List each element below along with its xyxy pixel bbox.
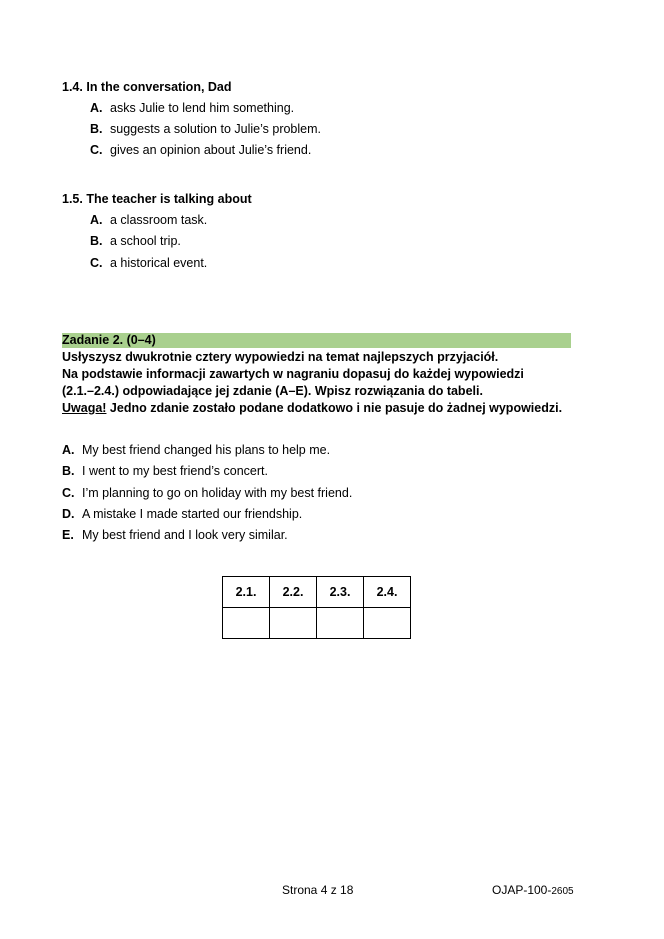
instruction-line: Na podstawie informacji zawartych w nagraniu dopasuj do każdej wypowiedzi: [62, 367, 524, 381]
option-1-4-a[interactable]: [90, 101, 294, 115]
exam-code-main: OJAP-100-: [492, 883, 552, 897]
instruction-line: (2.1.–2.4.) odpowiadające jej zdanie (A–E). Wpisz rozwiązania do tabeli.: [62, 384, 483, 398]
option-letter: C.: [90, 256, 103, 270]
option-text: a classroom task.: [110, 213, 208, 227]
answer-table: [222, 576, 411, 639]
instruction-warning: [62, 400, 562, 417]
option-letter: B.: [90, 234, 103, 248]
option-1-4-c[interactable]: [90, 143, 311, 157]
task-2-header: Zadanie 2. (0–4): [62, 333, 571, 348]
option-text: asks Julie to lend him something.: [110, 101, 295, 115]
option-2-c[interactable]: [62, 486, 352, 500]
answer-cell-2-1[interactable]: [223, 608, 270, 639]
task-2-instructions: [62, 349, 562, 417]
option-letter: A.: [62, 443, 75, 457]
answer-table-header-row: [223, 577, 411, 608]
question-text: The teacher is talking about: [86, 192, 252, 206]
option-text: I went to my best friend’s concert.: [82, 464, 268, 478]
option-text: a historical event.: [110, 256, 208, 270]
option-1-5-b[interactable]: [90, 234, 181, 248]
answer-cell-2-4[interactable]: [364, 608, 411, 639]
option-text: My best friend changed his plans to help me.: [82, 443, 331, 457]
option-1-4-b[interactable]: [90, 122, 321, 136]
option-letter: A.: [90, 213, 103, 227]
option-letter: B.: [90, 122, 103, 136]
exam-code-suffix: 2605: [551, 886, 574, 897]
option-letter: B.: [62, 464, 75, 478]
option-2-b[interactable]: [62, 464, 268, 478]
warning-label: Uwaga!: [62, 401, 107, 415]
option-text: gives an opinion about Julie’s friend.: [110, 143, 312, 157]
answer-header-2-3: 2.3.: [317, 577, 364, 608]
question-1-5-stem: [62, 192, 252, 206]
option-letter: D.: [62, 507, 75, 521]
answer-header-2-2: 2.2.: [270, 577, 317, 608]
question-1-4-stem: [62, 80, 232, 94]
option-text: a school trip.: [110, 234, 181, 248]
option-letter: A.: [90, 101, 103, 115]
option-2-a[interactable]: [62, 443, 330, 457]
option-letter: C.: [90, 143, 103, 157]
option-letter: C.: [62, 486, 75, 500]
answer-header-2-4: 2.4.: [364, 577, 411, 608]
option-2-e[interactable]: [62, 528, 288, 542]
question-number: 1.4.: [62, 80, 83, 94]
question-number: 1.5.: [62, 192, 83, 206]
option-1-5-a[interactable]: [90, 213, 207, 227]
option-text: A mistake I made started our friendship.: [82, 507, 303, 521]
answer-cell-2-2[interactable]: [270, 608, 317, 639]
exam-code: [492, 883, 574, 897]
option-text: suggests a solution to Julie’s problem.: [110, 122, 321, 136]
option-2-d[interactable]: [62, 507, 302, 521]
option-text: I’m planning to go on holiday with my best friend.: [82, 486, 353, 500]
instruction-line: Usłyszysz dwukrotnie cztery wypowiedzi na temat najlepszych przyjaciół.: [62, 350, 499, 364]
option-1-5-c[interactable]: [90, 256, 207, 270]
question-text: In the conversation, Dad: [86, 80, 232, 94]
option-letter: E.: [62, 528, 74, 542]
answer-header-2-1: 2.1.: [223, 577, 270, 608]
page-number: Strona 4 z 18: [282, 883, 354, 897]
option-text: My best friend and I look very similar.: [82, 528, 288, 542]
warning-text: Jedno zdanie zostało podane dodatkowo i nie pasuje do żadnej wypowiedzi.: [106, 401, 563, 415]
answer-cell-2-3[interactable]: [317, 608, 364, 639]
answer-table-input-row: [223, 608, 411, 639]
